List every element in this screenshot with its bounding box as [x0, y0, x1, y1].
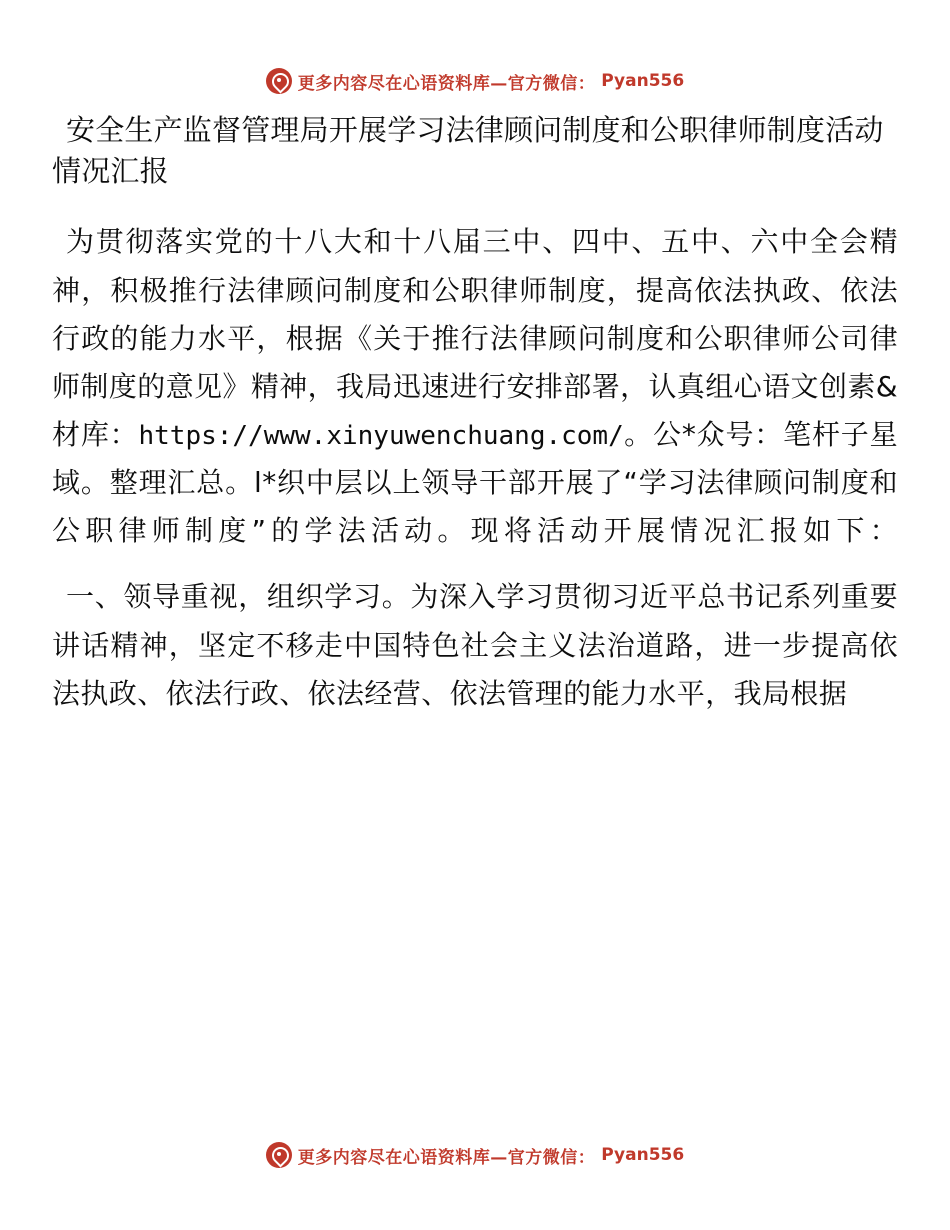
- watermark-account-id: Pyan556: [601, 71, 685, 91]
- paragraph-1: [52, 218, 898, 555]
- paragraph-text: 为贯彻落实党的十八大和十八届三中、四中、五中、六中全会精神，积极推行法律顾问制度和公职律师制度，提高依法执政、依法行政的能力水平，根据《关于推行法律顾问制度和公职律师公司律师制度的意见》精神，我局迅速进行安排部署，认真组心语文创素&材库：: [52, 225, 898, 451]
- watermark-text: 更多内容尽在心语资料库—官方微信：: [297, 1147, 596, 1168]
- watermark-footer: [0, 1142, 950, 1168]
- document-title: 安全生产监督管理局开展学习法律顾问制度和公职律师制度活动情况汇报: [52, 113, 884, 189]
- watermark-header: [0, 68, 950, 94]
- paragraph-2: [52, 573, 898, 717]
- watermark-logo-icon: [266, 68, 292, 94]
- paragraph-text: 。公*众号：笔杆子星域。整理汇总。l*织中层以上领导干部开展了“学习法律顾问制度和公职律师制度”的学法活动。现将活动开展情况汇报如下：: [52, 417, 898, 548]
- watermark-account-id: Pyan556: [601, 1145, 685, 1165]
- paragraph-text: 一、领导重视，组织学习。为深入学习贯彻习近平总书记系列重要讲话精神，坚定不移走中国特色社会主义法治道路，进一步提高依法执政、依法行政、依法经营、依法管理的能力水平，我局根据: [52, 580, 898, 710]
- watermark-logo-icon: [266, 1142, 292, 1168]
- inline-url-text: https://www.xinyuwenchuang.com/: [138, 420, 624, 451]
- watermark-text: 更多内容尽在心语资料库—官方微信：: [297, 73, 596, 94]
- document-body: [52, 110, 898, 736]
